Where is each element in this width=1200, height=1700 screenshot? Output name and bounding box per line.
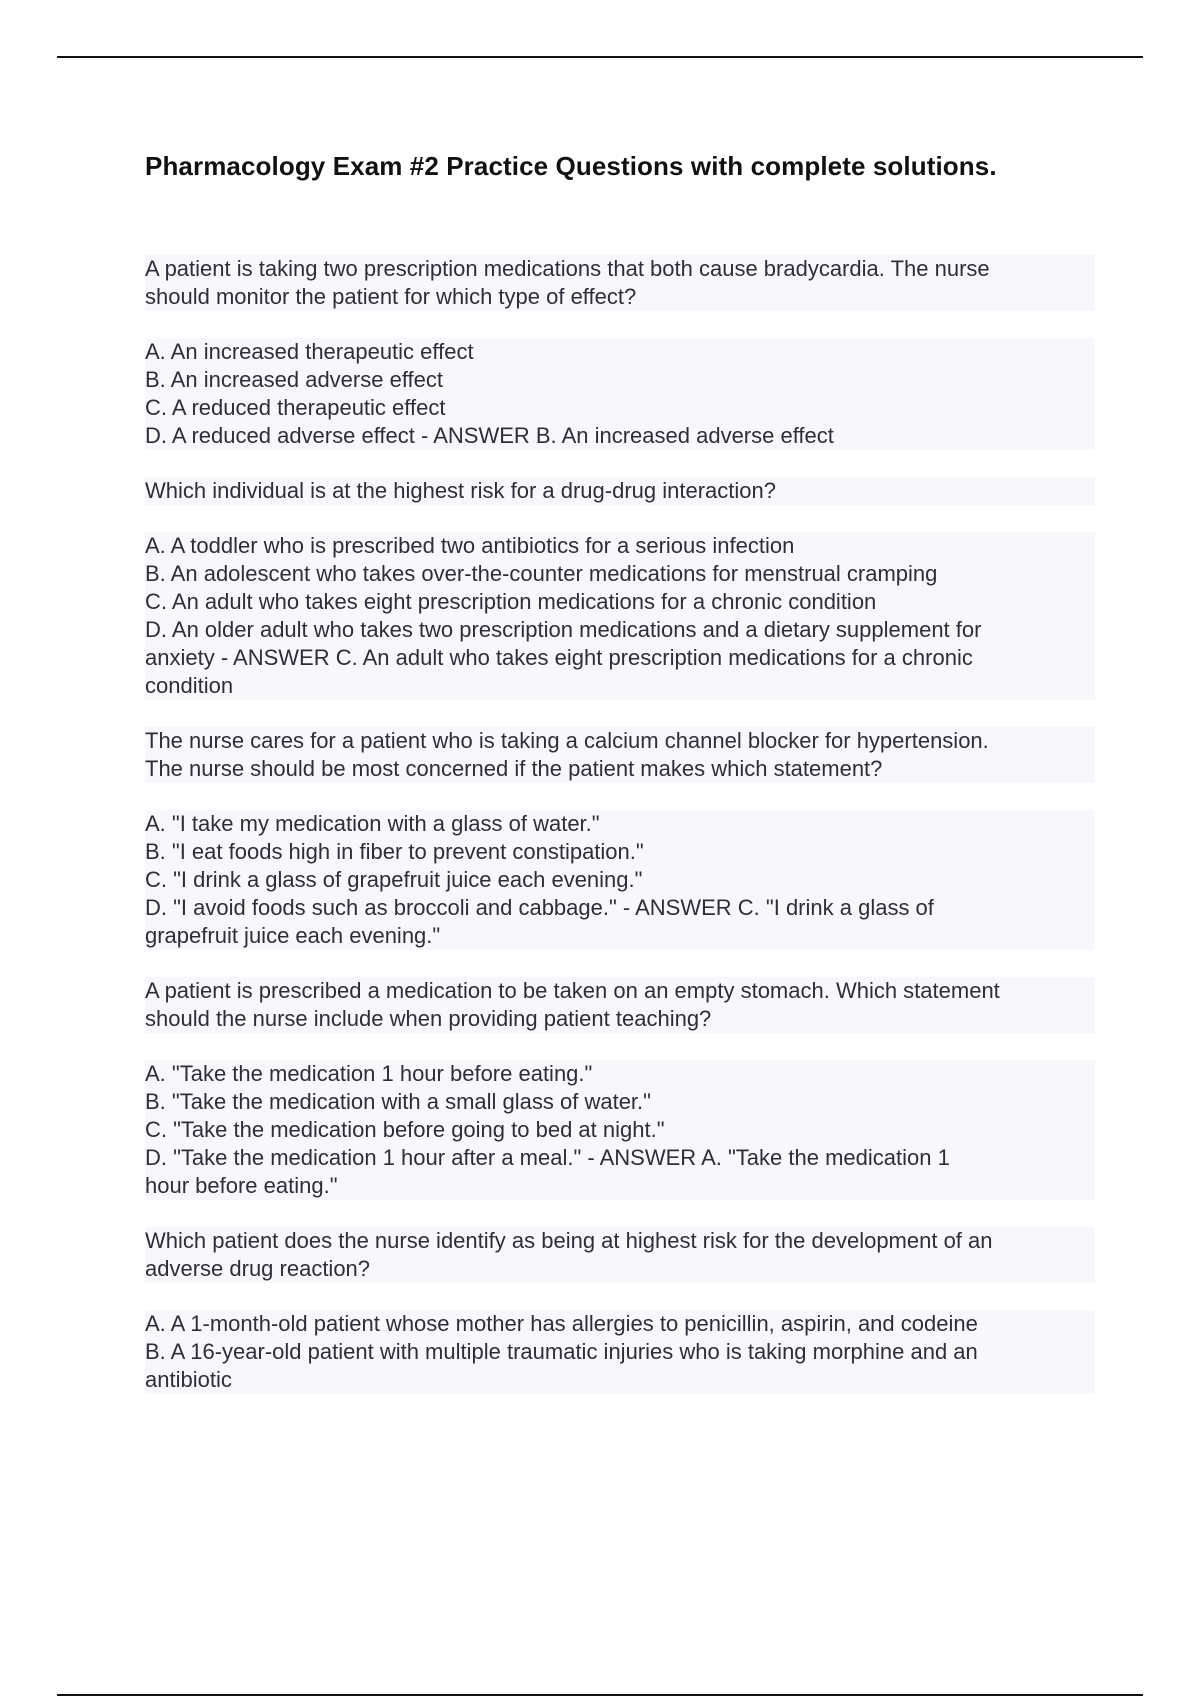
option-line: A. A toddler who is prescribed two antibiotics for a serious infection [145, 533, 795, 558]
option-line: D. An older adult who takes two prescription medications and a dietary supplement for [145, 617, 982, 642]
question-5-stem [145, 1227, 1095, 1283]
question-2-options [145, 532, 1095, 700]
option-line: B. "I eat foods high in fiber to prevent constipation." [145, 839, 644, 864]
option-line: C. A reduced therapeutic effect [145, 395, 446, 420]
option-line: A. A 1-month-old patient whose mother has allergies to penicillin, aspirin, and codeine [145, 1311, 978, 1336]
question-line: A patient is taking two prescription medications that both cause bradycardia. The nurse [145, 256, 990, 281]
question-5-options [145, 1310, 1095, 1394]
option-line: B. An adolescent who takes over-the-counter medications for menstrual cramping [145, 561, 938, 586]
option-line: A. "Take the medication 1 hour before eating." [145, 1061, 593, 1086]
question-4-stem [145, 977, 1095, 1033]
question-line: A patient is prescribed a medication to be taken on an empty stomach. Which statement [145, 978, 1000, 1003]
footer-rule [57, 1694, 1143, 1696]
question-line: Which individual is at the highest risk for a drug-drug interaction? [145, 478, 776, 503]
option-line-with-answer: condition [145, 673, 234, 698]
question-line: The nurse should be most concerned if the patient makes which statement? [145, 756, 883, 781]
option-line-with-answer: anxiety - ANSWER C. An adult who takes eight prescription medications for a chronic [145, 645, 973, 670]
question-1-options [145, 338, 1095, 450]
question-1-stem [145, 255, 1095, 311]
question-3-options [145, 810, 1095, 950]
option-line: B. "Take the medication with a small glass of water." [145, 1089, 651, 1114]
option-line: antibiotic [145, 1367, 232, 1392]
option-line: A. "I take my medication with a glass of water." [145, 811, 600, 836]
document-page [145, 146, 1095, 1421]
option-line: C. "I drink a glass of grapefruit juice each evening." [145, 867, 643, 892]
option-line-with-answer: D. "I avoid foods such as broccoli and cabbage." - ANSWER C. "I drink a glass of [145, 895, 934, 920]
option-line: B. An increased adverse effect [145, 367, 443, 392]
header-rule [57, 56, 1143, 58]
option-line-with-answer: hour before eating." [145, 1173, 338, 1198]
question-list [145, 255, 1095, 1394]
option-line: C. "Take the medication before going to bed at night." [145, 1117, 665, 1142]
question-line: adverse drug reaction? [145, 1256, 371, 1281]
question-4-options [145, 1060, 1095, 1200]
question-line: Which patient does the nurse identify as being at highest risk for the development of an [145, 1228, 993, 1253]
question-line: should monitor the patient for which type of effect? [145, 284, 637, 309]
option-line-with-answer: D. A reduced adverse effect - ANSWER B. An increased adverse effect [145, 423, 834, 448]
question-line: should the nurse include when providing patient teaching? [145, 1006, 712, 1031]
option-line: A. An increased therapeutic effect [145, 339, 474, 364]
option-line-with-answer: grapefruit juice each evening." [145, 923, 441, 948]
option-line-with-answer: D. "Take the medication 1 hour after a meal." - ANSWER A. "Take the medication 1 [145, 1145, 950, 1170]
document-title: Pharmacology Exam #2 Practice Questions with complete solutions. [145, 151, 997, 181]
option-line: C. An adult who takes eight prescription medications for a chronic condition [145, 589, 877, 614]
question-line: The nurse cares for a patient who is taking a calcium channel blocker for hypertension. [145, 728, 989, 753]
question-2-stem [145, 477, 1095, 505]
option-line: B. A 16-year-old patient with multiple traumatic injuries who is taking morphine and an [145, 1339, 978, 1364]
question-3-stem [145, 727, 1095, 783]
